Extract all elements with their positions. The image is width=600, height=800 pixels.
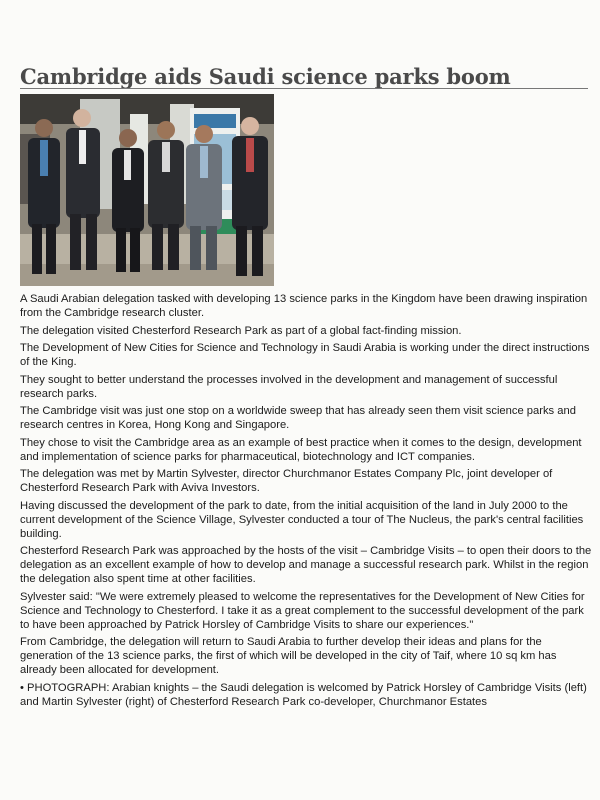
paragraph: From Cambridge, the delegation will return to Saudi Arabia to further develop their ideas and plans for the generation of the 13 science parks, the first of which will be developed in the city of Taif, where 10 sq km has already been allocated for development. (20, 636, 557, 676)
paragraph: The delegation visited Chesterford Research Park as part of a global fact-finding mission. (20, 324, 462, 337)
photo-caption: • PHOTOGRAPH: Arabian knights – the Saudi delegation is welcomed by Patrick Horsley of Cambridge Visits (left) and Martin Sylvester (right) of Chesterford Research Park co-developer, Churchmanor Estates (20, 681, 587, 708)
paragraph: The delegation was met by Martin Sylvester, director Churchmanor Estates Company Plc, joint developer of Chesterford Research Park with Aviva Investors. (20, 468, 553, 494)
paragraph: They chose to visit the Cambridge area as an example of best practice when it comes to the design, development and implementation of science parks for pharmaceutical, biotechnology and ICT companies. (20, 436, 582, 463)
paragraph: Chesterford Research Park was approached by the hosts of the visit – Cambridge Visits – to open their doors to the delegation as an excellent example of how to develop and manage a successful research park. Whilst in the region the delegation also spent time at other facilities. (20, 545, 592, 585)
paragraph: Sylvester said: "We were extremely pleased to welcome the representatives for the Development of New Cities for Science and Technology to Chesterford. I take it as a great complement to the successful development of the park to have been approached by Patrick Horsley of Cambridge Visits to share our experiences." (20, 590, 585, 631)
headline-rule (20, 88, 588, 89)
paragraph: Having discussed the development of the park to date, from the initial acquisition of the land in July 2000 to the current development of the Science Village, Sylvester conducted a tour of The Nucleus, the park's central facilities building. (20, 499, 584, 540)
paragraph: The Development of New Cities for Science and Technology in Saudi Arabia is working under the direct instructions of the King. (20, 342, 590, 368)
paragraph: A Saudi Arabian delegation tasked with developing 13 science parks in the Kingdom have been drawing inspiration from the Cambridge research cluster. (20, 293, 588, 319)
article-headline: Cambridge aids Saudi science parks boom (20, 64, 511, 89)
delegation-photo (20, 94, 274, 286)
paragraph: The Cambridge visit was just one stop on a worldwide sweep that has already seen them visit science parks and research centres in Korea, Hong Kong and Singapore. (20, 405, 576, 431)
article-body (20, 292, 592, 712)
paragraph: They sought to better understand the processes involved in the development and management of successful research parks. (20, 373, 558, 400)
